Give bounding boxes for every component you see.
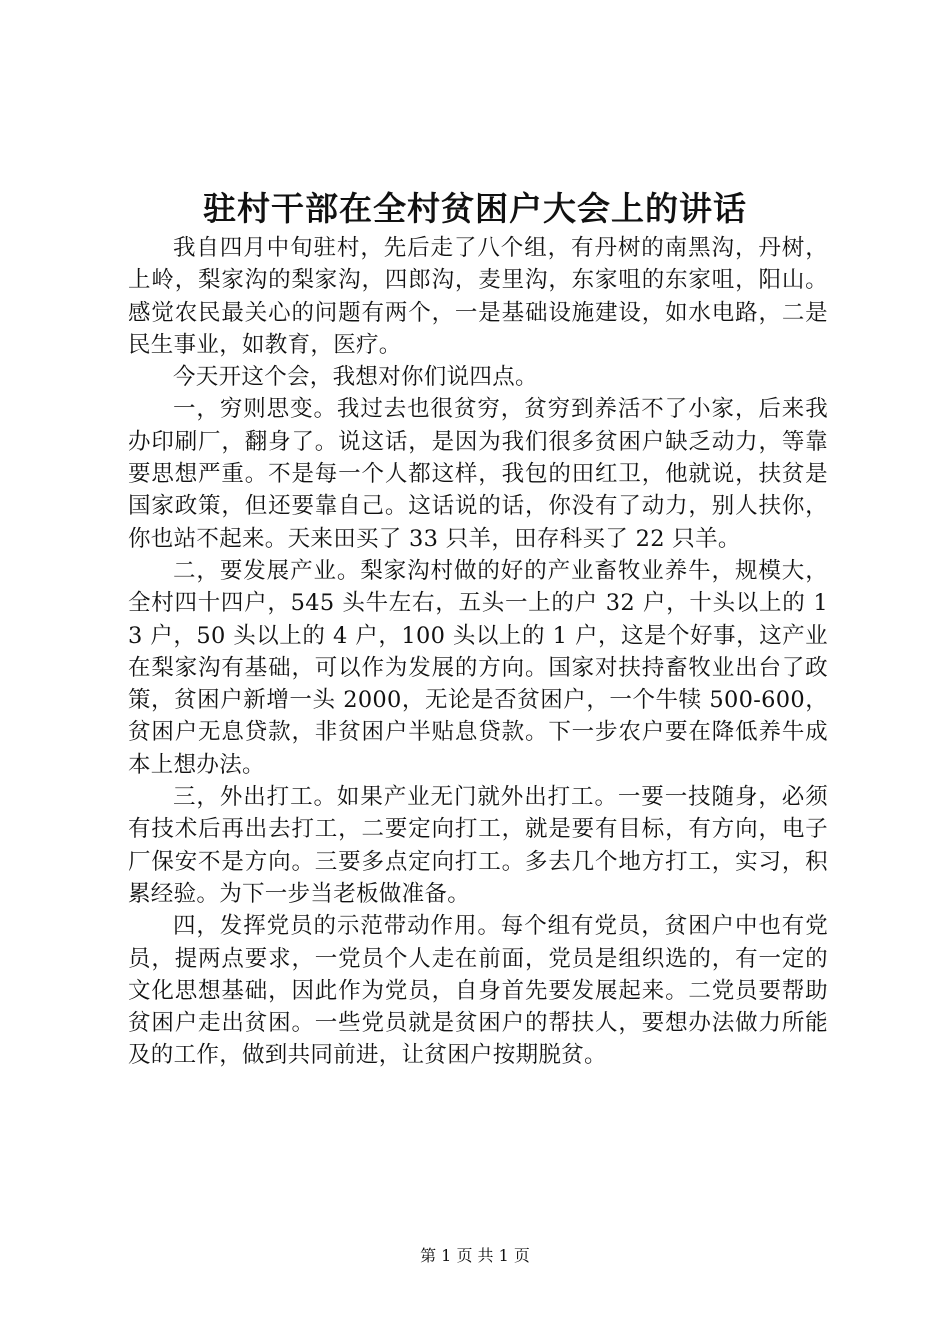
paragraph-point-4: 四，发挥党员的示范带动作用。每个组有党员，贫困户中也有党员，提两点要求，一党员个人走在前面，党员是组织选的，有一定的文化思想基础，因此作为党员，自身首先要发展起来。二党员要帮助贫困户走出贫困。一些党员就是贫困户的帮扶人，要想办法做力所能及的工作，做到共同前进，让贫困户按期脱贫。: [128, 913, 828, 1069]
paragraph-point-1: 一，穷则思变。我过去也很贫穷，贫穷到养活不了小家，后来我办印刷厂，翻身了。说这话，是因为我们很多贫困户缺乏动力，等靠要思想严重。不是每一个人都这样，我包的田红卫，他就说，扶贫是国家政策，但还要靠自己。这话说的话，你没有了动力，别人扶你，你也站不起来。天来田买了 33 只羊，田存科买了 22 只羊。: [128, 396, 828, 552]
paragraph-point-2: 二，要发展产业。梨家沟村做的好的产业畜牧业养牛，规模大，全村四十四户，545 头牛左右，五头一上的户 32 户，十头以上的 13 户，50 头以上的 4 户，100 头以上的 1 户，这是个好事，这产业在梨家沟有基础，可以作为发展的方向。国家对扶持畜牧业出台了政策，贫困户新增一头 2000，无论是否贫困户，一个牛犊 500-600，贫困户无息贷款，非贫困户半贴息贷款。下一步农户要在降低养牛成本上想办法。: [128, 557, 828, 778]
document-title: 驻村干部在全村贫困户大会上的讲话: [203, 189, 747, 228]
document-body: [128, 232, 828, 1072]
page-number-footer: 第 1 页 共 1 页: [420, 1246, 530, 1265]
paragraph-intro: 我自四月中旬驻村，先后走了八个组，有丹树的南黑沟，丹树，上岭，梨家沟的梨家沟，四郎沟，麦里沟，东家咀的东家咀，阳山。感觉农民最关心的问题有两个，一是基础设施建设，如水电路，二是民生事业，如教育，医疗。: [128, 235, 828, 358]
paragraph-preface: 今天开这个会，我想对你们说四点。: [173, 364, 538, 391]
paragraph-point-3: 三，外出打工。如果产业无门就外出打工。一要一技随身，必须有技术后再出去打工，二要定向打工，就是要有目标，有方向，电子厂保安不是方向。三要多点定向打工。多去几个地方打工，实习，积累经验。为下一步当老板做准备。: [128, 784, 828, 907]
